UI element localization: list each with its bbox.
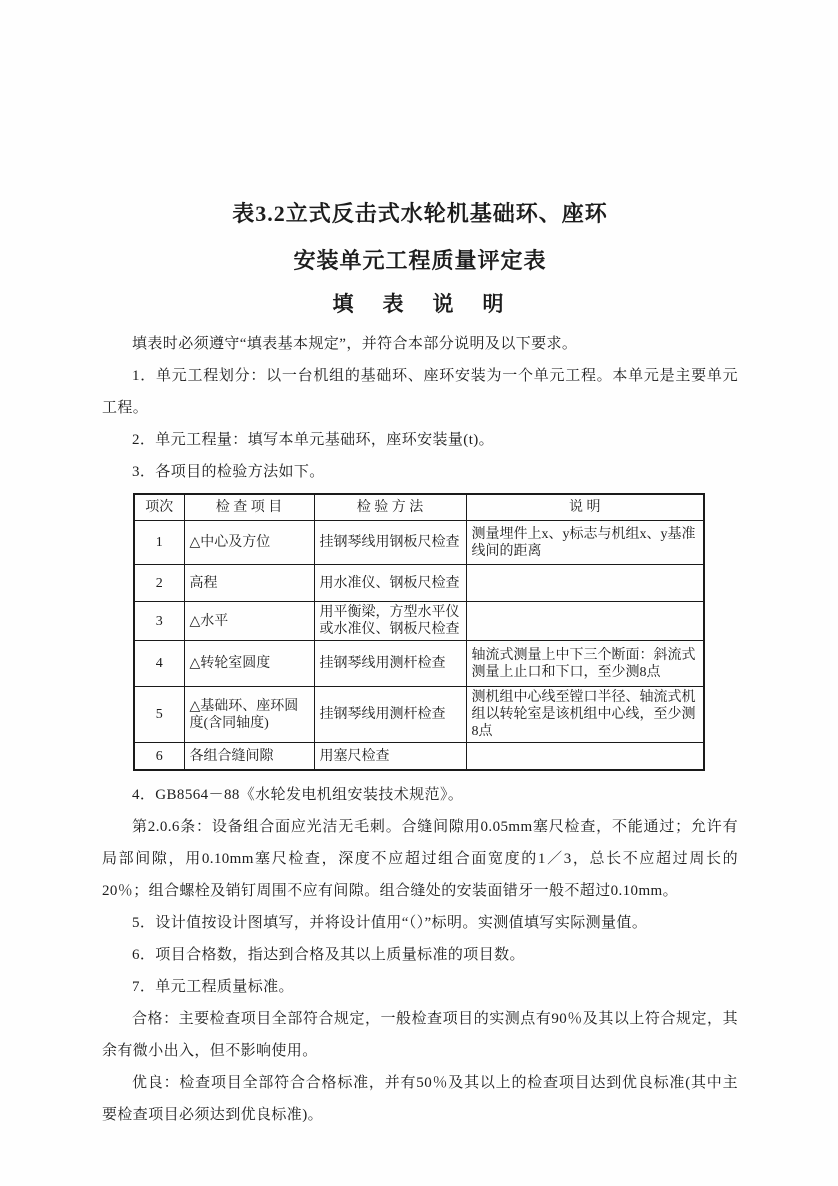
cell-note: 轴流式测量上中下三个断面：斜流式测量上止口和下口，至少测8点 bbox=[466, 641, 704, 687]
cell-no: 6 bbox=[134, 743, 184, 771]
page-title-line-1: 表3.2立式反击式水轮机基础环、座环 bbox=[232, 201, 608, 226]
instruction-item-7: 7．单元工程质量标准。 bbox=[132, 979, 294, 995]
intro-paragraph: 填表时必须遵守“填表基本规定”，并符合本部分说明及以下要求。 bbox=[132, 336, 578, 352]
cell-method: 挂钢琴线用测杆检查 bbox=[314, 641, 466, 687]
table-row bbox=[134, 641, 704, 687]
instruction-item-3: 3．各项目的检验方法如下。 bbox=[132, 464, 325, 480]
cell-item: 各组合缝间隙 bbox=[184, 743, 314, 771]
table-row bbox=[134, 743, 704, 771]
table-row bbox=[134, 521, 704, 565]
instruction-item-4: 4．GB8564－88《水轮发电机组安装技术规范》。 bbox=[132, 787, 464, 803]
cell-item: △转轮室圆度 bbox=[184, 641, 314, 687]
cell-item: △基础环、座环圆度(含同轴度) bbox=[184, 687, 314, 743]
cell-no: 4 bbox=[134, 641, 184, 687]
header-cell-no: 项次 bbox=[134, 494, 184, 521]
cell-method: 用水准仪、钢板尺检查 bbox=[314, 565, 466, 602]
cell-note: 测量埋件上x、y标志与机组x、y基准线间的距离 bbox=[466, 521, 704, 565]
excellent-standard-paragraph: 优良：检查项目全部符合合格标准，并有50％及其以上的检查项目达到优良标准(其中主要检查项目必须达到优良标准)。 bbox=[102, 1075, 738, 1123]
qualified-standard-paragraph: 合格：主要检查项目全部符合规定，一般检查项目的实测点有90％及其以上符合规定，其余有微小出入，但不影响使用。 bbox=[102, 1011, 738, 1059]
header-cell-method: 检 验 方 法 bbox=[314, 494, 466, 521]
cell-item: 高程 bbox=[184, 565, 314, 602]
instruction-item-2: 2．单元工程量：填写本单元基础环，座环安装量(t)。 bbox=[132, 432, 495, 448]
cell-method: 挂钢琴线用钢板尺检查 bbox=[314, 521, 466, 565]
cell-note bbox=[466, 602, 704, 641]
cell-item: △中心及方位 bbox=[184, 521, 314, 565]
inspection-methods-table bbox=[133, 493, 705, 771]
table-row bbox=[134, 565, 704, 602]
cell-method: 用塞尺检查 bbox=[314, 743, 466, 771]
form-instructions-heading: 填 表 说 明 bbox=[332, 292, 508, 316]
cell-note bbox=[466, 565, 704, 602]
page-title-line-2: 安装单元工程质量评定表 bbox=[293, 248, 547, 273]
cell-item: △水平 bbox=[184, 602, 314, 641]
cell-method: 挂钢琴线用测杆检查 bbox=[314, 687, 466, 743]
header-cell-item: 检 查 项 目 bbox=[184, 494, 314, 521]
cell-method: 用平衡梁，方型水平仪或水准仪、钢板尺检查 bbox=[314, 602, 466, 641]
table-header-row bbox=[134, 494, 704, 521]
cell-note: 测机组中心线至镗口半径、轴流式机组以转轮室是该机组中心线，至少测8点 bbox=[466, 687, 704, 743]
table-row bbox=[134, 602, 704, 641]
instruction-item-5: 5．设计值按设计图填写，并将设计值用“（）”标明。实测值填写实际测量值。 bbox=[132, 915, 648, 931]
cell-note bbox=[466, 743, 704, 771]
table-row bbox=[134, 687, 704, 743]
cell-no: 3 bbox=[134, 602, 184, 641]
instruction-item-1: 1．单元工程划分：以一台机组的基础环、座环安装为一个单元工程。本单元是主要单元工程。 bbox=[102, 368, 738, 416]
cell-no: 5 bbox=[134, 687, 184, 743]
header-cell-note: 说 明 bbox=[466, 494, 704, 521]
cell-no: 2 bbox=[134, 565, 184, 602]
instruction-item-6: 6．项目合格数，指达到合格及其以上质量标准的项目数。 bbox=[132, 947, 525, 963]
clause-2-0-6-paragraph: 第2.0.6条：设备组合面应光洁无毛刺。合缝间隙用0.05mm塞尺检查，不能通过；允许有局部间隙，用0.10mm塞尺检查，深度不应超过组合面宽度的1／3，总长不应超过周长的20％；组合螺栓及销钉周围不应有间隙。组合缝处的安装面错牙一般不超过0.10mm。 bbox=[102, 819, 738, 899]
cell-no: 1 bbox=[134, 521, 184, 565]
